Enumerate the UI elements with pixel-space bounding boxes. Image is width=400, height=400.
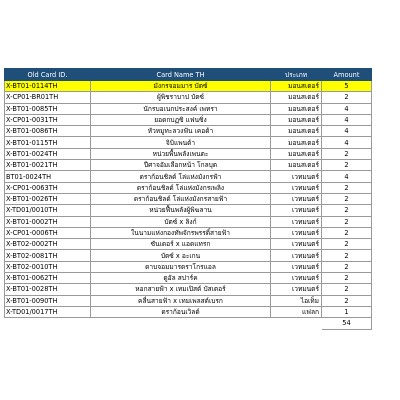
table-row: [5, 160, 372, 171]
card-name-cell[interactable]: ซันเดอร์ x แอดแทรก: [91, 239, 271, 250]
card-id-cell[interactable]: X-BT01-0115TH: [5, 137, 91, 148]
card-name-cell[interactable]: ดราก้อนชิลด์ โล่แห่งมังกรสายฟ้า: [91, 193, 271, 204]
table-row: [5, 205, 372, 216]
card-name-cell[interactable]: ดราก้อนชิลด์ โล่แห่งมังกรฟ้า: [91, 171, 271, 182]
amount-cell[interactable]: 2: [322, 295, 372, 306]
card-type-cell[interactable]: มอนสเตอร์: [271, 103, 322, 114]
table-row: [5, 114, 372, 125]
card-id-cell[interactable]: X-BT01-0086TH: [5, 126, 91, 137]
card-id-cell[interactable]: X-BT01-0062TH: [5, 273, 91, 284]
card-id-cell[interactable]: X-BT01-0085TH: [5, 103, 91, 114]
card-name-cell[interactable]: ปีศาจอัมเลือกหน้า โกลบุต: [91, 160, 271, 171]
header-amount[interactable]: Amount: [322, 69, 372, 81]
card-type-cell[interactable]: เวทมนตร์: [271, 227, 322, 238]
table-row: [5, 239, 372, 250]
card-type-cell[interactable]: เวทมนตร์: [271, 284, 322, 295]
card-name-cell[interactable]: นักรบอเนกประสงค์ เพทรา: [91, 103, 271, 114]
card-type-cell[interactable]: ไอเท็ม: [271, 295, 322, 306]
amount-cell[interactable]: 5: [322, 81, 372, 92]
card-id-cell[interactable]: BT01-0024TH: [5, 171, 91, 182]
header-card-name-th[interactable]: Card Name TH: [91, 69, 271, 81]
table-row: [5, 92, 372, 103]
card-name-cell[interactable]: หอกสายฟ้า x เทมเปิสต์ บัสเตอร์: [91, 284, 271, 295]
amount-cell[interactable]: 2: [322, 148, 372, 159]
card-type-cell[interactable]: มอนสเตอร์: [271, 148, 322, 159]
card-id-cell[interactable]: X-CP01-0031TH: [5, 114, 91, 125]
card-name-cell[interactable]: บัตซ์ x ลิงก์: [91, 216, 271, 227]
amount-cell[interactable]: 1: [322, 306, 372, 317]
amount-cell[interactable]: 2: [322, 92, 372, 103]
card-name-cell[interactable]: ดราก้อนชิลด์ โล่แห่งมังกรเพลิง: [91, 182, 271, 193]
card-type-cell[interactable]: เวทมนตร์: [271, 171, 322, 182]
card-name-cell[interactable]: ในนามแห่งกองทัพจักรพรรดิ์สายฟ้า: [91, 227, 271, 238]
amount-cell[interactable]: 4: [322, 126, 372, 137]
card-id-cell[interactable]: X-CP01-0063TH: [5, 182, 91, 193]
card-type-cell[interactable]: มอนสเตอร์: [271, 137, 322, 148]
table-row: [5, 227, 372, 238]
card-name-cell[interactable]: คลื่นสายฟ้า x เทมเพลสต์เบรก: [91, 295, 271, 306]
amount-cell[interactable]: 2: [322, 273, 372, 284]
table-row: [5, 171, 372, 182]
card-id-cell[interactable]: X-BT01-0024TH: [5, 148, 91, 159]
card-id-cell[interactable]: X-BT02-0010TH: [5, 261, 91, 272]
card-name-cell[interactable]: หน่วยฟื้นพลังผู้พิฆลาน: [91, 205, 271, 216]
card-type-cell[interactable]: เวทมนตร์: [271, 205, 322, 216]
card-name-cell[interactable]: หน่วยพื้นพลังเพนตะ: [91, 148, 271, 159]
card-name-cell[interactable]: จิบิแพนด้า: [91, 137, 271, 148]
table-row: [5, 137, 372, 148]
card-name-cell[interactable]: ดาบจอมมารดราโกรแอล: [91, 261, 271, 272]
amount-cell[interactable]: 4: [322, 103, 372, 114]
header-row: [5, 69, 372, 81]
total-row: [5, 318, 372, 329]
card-name-cell[interactable]: บัตซ์ x อะเกน: [91, 250, 271, 261]
card-type-cell[interactable]: เวทมนตร์: [271, 239, 322, 250]
amount-cell[interactable]: 2: [322, 216, 372, 227]
card-id-cell[interactable]: X-BT01-0114TH: [5, 81, 91, 92]
amount-cell[interactable]: 2: [322, 182, 372, 193]
table-row: [5, 103, 372, 114]
total-amount-cell[interactable]: 54: [322, 318, 372, 329]
card-type-cell[interactable]: เวทมนตร์: [271, 261, 322, 272]
header-type[interactable]: ประเภท: [271, 69, 322, 81]
card-type-cell[interactable]: เวทมนตร์: [271, 216, 322, 227]
table-row: [5, 261, 372, 272]
card-name-cell[interactable]: หัวหมูทะลวงฟัน เคอด้า: [91, 126, 271, 137]
card-name-cell[interactable]: มังกรจอมมาร บัตซ์: [91, 81, 271, 92]
amount-cell[interactable]: 4: [322, 137, 372, 148]
table-row: [5, 193, 372, 204]
card-list-table: [4, 68, 372, 330]
card-type-cell[interactable]: แฟลก: [271, 306, 322, 317]
table-row: [5, 126, 372, 137]
card-id-cell[interactable]: X-BT01-0090TH: [5, 295, 91, 306]
card-type-cell[interactable]: เวทมนตร์: [271, 193, 322, 204]
card-id-cell[interactable]: X-BT02-0002TH: [5, 239, 91, 250]
table-row: [5, 182, 372, 193]
card-type-cell[interactable]: เวทมนตร์: [271, 273, 322, 284]
card-id-cell[interactable]: X-CP01-0006TH: [5, 227, 91, 238]
card-id-cell[interactable]: X-BT01-0002TH: [5, 216, 91, 227]
total-blank-cell[interactable]: [91, 318, 271, 329]
amount-cell[interactable]: 2: [322, 261, 372, 272]
amount-cell[interactable]: 4: [322, 114, 372, 125]
amount-cell[interactable]: 2: [322, 250, 372, 261]
card-name-cell[interactable]: ดูอัล สปาร์ค: [91, 273, 271, 284]
table-row: [5, 81, 372, 92]
card-name-cell[interactable]: ยอดกบฏซิ แฟนซิ่ง: [91, 114, 271, 125]
card-id-cell[interactable]: X-TD01/0010TH: [5, 205, 91, 216]
amount-cell[interactable]: 2: [322, 160, 372, 171]
amount-cell[interactable]: 2: [322, 193, 372, 204]
card-id-cell[interactable]: X-BT02-0081TH: [5, 250, 91, 261]
card-type-cell[interactable]: เวทมนตร์: [271, 250, 322, 261]
card-type-cell[interactable]: มอนสเตอร์: [271, 126, 322, 137]
card-id-cell[interactable]: X-BT01-0028TH: [5, 284, 91, 295]
table-row: [5, 148, 372, 159]
table-row: [5, 216, 372, 227]
total-blank-cell[interactable]: [271, 318, 322, 329]
card-name-cell[interactable]: ผู้พิชราบาป บัตซ์: [91, 92, 271, 103]
table-row: [5, 273, 372, 284]
header-old-card-id[interactable]: Old Card ID.: [5, 69, 91, 81]
amount-cell[interactable]: 2: [322, 284, 372, 295]
amount-cell[interactable]: 2: [322, 205, 372, 216]
amount-cell[interactable]: 2: [322, 239, 372, 250]
table-row: [5, 284, 372, 295]
card-id-cell[interactable]: X-BT01-0021TH: [5, 160, 91, 171]
card-list-sheet: [4, 68, 371, 330]
table-row: [5, 306, 372, 317]
total-blank-cell[interactable]: [5, 318, 91, 329]
card-id-cell[interactable]: X-CP01-BR01TH: [5, 92, 91, 103]
card-type-cell[interactable]: เวทมนตร์: [271, 182, 322, 193]
card-id-cell[interactable]: X-BT01-0026TH: [5, 193, 91, 204]
table-row: [5, 295, 372, 306]
amount-cell[interactable]: 2: [322, 227, 372, 238]
amount-cell[interactable]: 4: [322, 171, 372, 182]
card-type-cell[interactable]: มอนสเตอร์: [271, 81, 322, 92]
card-type-cell[interactable]: มอนสเตอร์: [271, 114, 322, 125]
card-name-cell[interactable]: ดราก้อนเวิลด์: [91, 306, 271, 317]
card-id-cell[interactable]: X-TD01/0017TH: [5, 306, 91, 317]
table-row: [5, 250, 372, 261]
card-type-cell[interactable]: มอนสเตอร์: [271, 160, 322, 171]
card-type-cell[interactable]: มอนสเตอร์: [271, 92, 322, 103]
